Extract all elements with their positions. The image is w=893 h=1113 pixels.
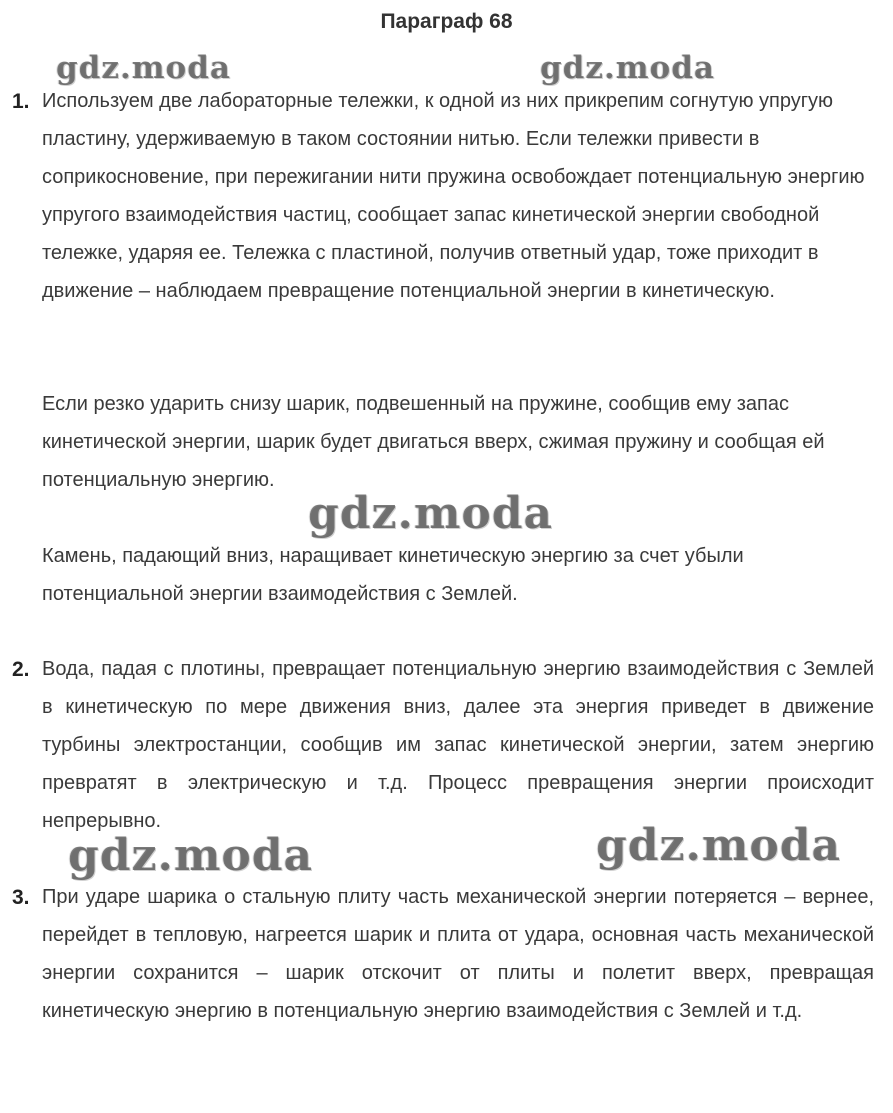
item-number: 2. — [12, 658, 30, 681]
watermark-logo: gdz.moda — [308, 488, 554, 539]
item-number: 3. — [12, 886, 30, 909]
paragraph: Вода, падая с плотины, превращает потенциальную энергию взаимодействия с Землей в кинетическую по мере движения вниз, далее эта энергия приведет в движение турбины электростанции, сообщив им запас кинетической энергии, затем энергию превратят в электрическую и т.д. Процесс превращения энергии происходит непрерывно. — [42, 658, 874, 832]
watermark-logo: gdz.moda — [596, 820, 842, 871]
page-title: Параграф 68 — [380, 10, 513, 33]
paragraph: При ударе шарика о стальную плиту часть механической энергии потеряется – вернее, перейдет в тепловую, нагреется шарик и плита от удара, основная часть механической энергии сохранится – шарик отскочит от плиты и полетит вверх, превращая кинетическую энергию в потенциальную энергию взаимодействия с Землей и т.д. — [42, 886, 874, 1022]
item-number: 1. — [12, 90, 30, 113]
watermark-logo: gdz.moda — [540, 50, 715, 86]
watermark-logo: gdz.moda — [56, 50, 231, 86]
watermark-logo: gdz.moda — [68, 830, 314, 881]
paragraph: Если резко ударить снизу шарик, подвешенный на пружине, сообщив ему запас кинетической энергии, шарик будет двигаться вверх, сжимая пружину и сообщая ей потенциальную энергию. — [42, 393, 825, 491]
paragraph: Используем две лабораторные тележки, к одной из них прикрепим согнутую упругую пластину, удерживаемую в таком состоянии нитью. Если тележки привести в соприкосновение, при пережигании нити пружина освобождает потенциальную энергию упругого взаимодействия частиц, сообщает запас кинетической энергии свободной тележке, ударяя ее. Тележка с пластиной, получив ответный удар, тоже приходит в движение – наблюдаем превращение потенциальной энергии в кинетическую. — [42, 90, 865, 302]
paragraph: Камень, падающий вниз, наращивает кинетическую энергию за счет убыли потенциальной энергии взаимодействия с Землей. — [42, 545, 744, 605]
